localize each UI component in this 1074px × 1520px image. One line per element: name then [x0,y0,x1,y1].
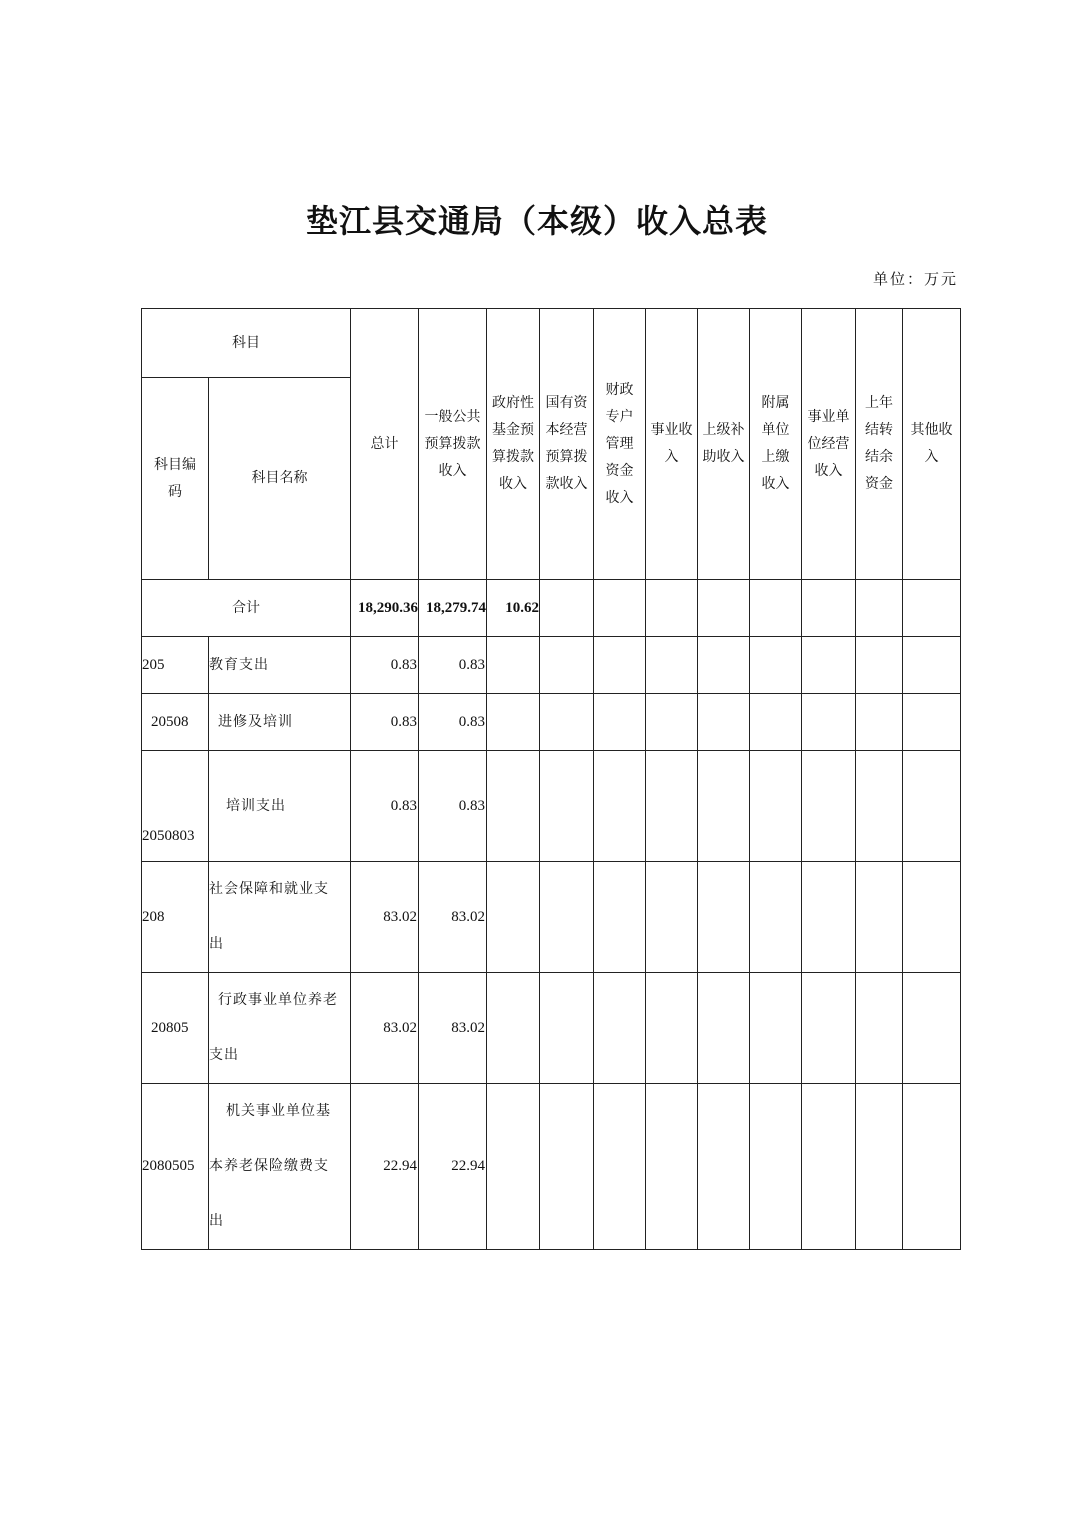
row-name: 进修及培训 [209,694,351,751]
row-code: 205 [142,637,209,694]
row-code: 2080505 [142,1084,209,1250]
total-general: 18,279.74 [419,580,487,637]
row-code: 20805 [142,973,209,1084]
header-carryover: 上年 结转 结余 资金 [856,309,903,580]
total-sum: 18,290.36 [351,580,419,637]
row-total: 83.02 [351,973,419,1084]
table-row [142,862,961,973]
row-code: 2050803 [142,751,209,862]
row-total: 83.02 [351,862,419,973]
total-row [142,580,961,637]
header-business-income: 事业收 入 [646,309,698,580]
row-total: 22.94 [351,1084,419,1250]
table-row [142,973,961,1084]
row-name: 机关事业单位基 本养老保险缴费支 出 [209,1084,351,1250]
header-subsidy: 上级补 助收入 [698,309,750,580]
table-row [142,694,961,751]
row-code: 20508 [142,694,209,751]
total-label: 合计 [142,580,351,637]
header-row [142,309,961,378]
row-name: 教育支出 [209,637,351,694]
row-total: 0.83 [351,751,419,862]
row-general: 0.83 [419,751,487,862]
row-general: 0.83 [419,637,487,694]
total-fund: 10.62 [487,580,540,637]
table-row [142,751,961,862]
row-total: 0.83 [351,637,419,694]
row-total: 0.83 [351,694,419,751]
table-row [142,637,961,694]
header-code: 科目编 码 [142,378,209,580]
header-affiliate: 附属 单位 上缴 收入 [750,309,802,580]
header-special-account: 财政 专户 管理 资金 收入 [594,309,646,580]
header-total: 总计 [351,309,419,580]
unit-label: 单位：万元 [872,270,958,288]
row-name: 社会保障和就业支 出 [209,862,351,973]
header-other: 其他收 入 [903,309,961,580]
page-title: 垫江县交通局（本级）收入总表 [305,202,768,240]
row-general: 22.94 [419,1084,487,1250]
row-code: 208 [142,862,209,973]
header-operation: 事业单 位经营 收入 [802,309,856,580]
header-general: 一般公共 预算拨款 收入 [419,309,487,580]
income-summary-table [141,308,961,1250]
row-name: 培训支出 [209,751,351,862]
row-name: 行政事业单位养老 支出 [209,973,351,1084]
header-name: 科目名称 [209,378,351,580]
table-row [142,1084,961,1250]
row-general: 83.02 [419,973,487,1084]
header-fund: 政府性 基金预 算拨款 收入 [487,309,540,580]
row-general: 83.02 [419,862,487,973]
header-subject: 科目 [142,309,351,378]
row-general: 0.83 [419,694,487,751]
header-state-capital: 国有资 本经营 预算拨 款收入 [540,309,594,580]
